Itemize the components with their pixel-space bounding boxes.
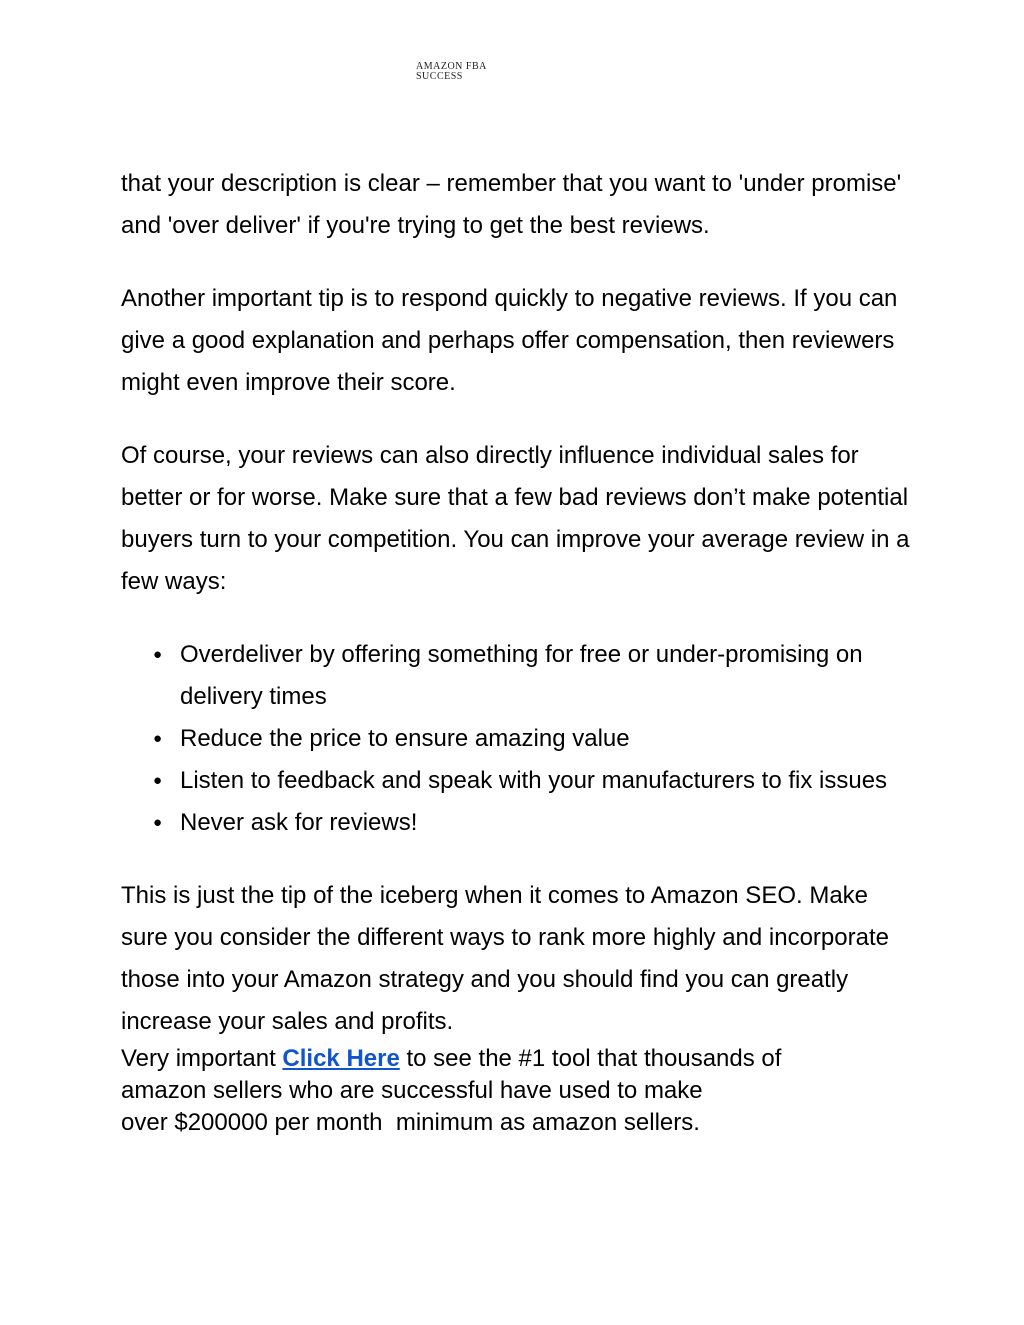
bullet-dot-icon: ●: [153, 730, 163, 747]
paragraph-closing: This is just the tip of the iceberg when it comes to Amazon SEO. Make sure you consider the different ways to rank more highly and incorporate those into your Amazon strategy and you should find you can greatly increase your sales and profits.: [121, 882, 889, 1035]
list-item-text: Listen to feedback and speak with your manufacturers to fix issues: [180, 767, 888, 794]
paragraph-description-tip: that your description is clear – remember that you want to 'under promise' and 'over deliver' if you're trying to get the best reviews.: [121, 170, 902, 239]
cta-line1-suffix: to see the #1 tool that thousands of: [399, 1045, 782, 1072]
brand-header-line2: SUCCESS: [416, 71, 463, 82]
bullet-dot-icon: ●: [153, 772, 163, 789]
list-item-text: Never ask for reviews!: [180, 809, 418, 836]
list-item-text: Reduce the price to ensure amazing value: [180, 725, 630, 752]
brand-header-line1: AMAZON FBA: [416, 61, 487, 72]
call-to-action: [121, 1043, 921, 1139]
list-item: [121, 802, 921, 844]
list-item-text: Overdeliver by offering something for free or under-promising on delivery times: [180, 641, 863, 710]
cta-prefix: Very important: [121, 1045, 283, 1072]
cta-line2: amazon sellers who are successful have used to make: [121, 1077, 703, 1104]
bullet-dot-icon: ●: [153, 814, 163, 831]
brand-header: [416, 62, 487, 82]
page-body: [121, 163, 921, 1139]
cta-line3: over $200000 per month minimum as amazon sellers.: [121, 1109, 700, 1136]
list-item: [121, 634, 921, 718]
paragraph-influence-sales: Of course, your reviews can also directly influence individual sales for better or for worse. Make sure that a few bad reviews don’t make potential buyers turn to your competition. You can improve your average review in a few ways:: [121, 442, 910, 595]
cta-line1: [121, 1043, 921, 1075]
list-item: [121, 718, 921, 760]
list-item: [121, 760, 921, 802]
paragraph-negative-reviews: Another important tip is to respond quickly to negative reviews. If you can give a good explanation and perhaps offer compensation, then reviewers might even improve their score.: [121, 285, 898, 396]
click-here-link[interactable]: Click Here: [282, 1045, 400, 1072]
bullet-dot-icon: ●: [153, 646, 163, 663]
improvement-list: [121, 634, 921, 844]
